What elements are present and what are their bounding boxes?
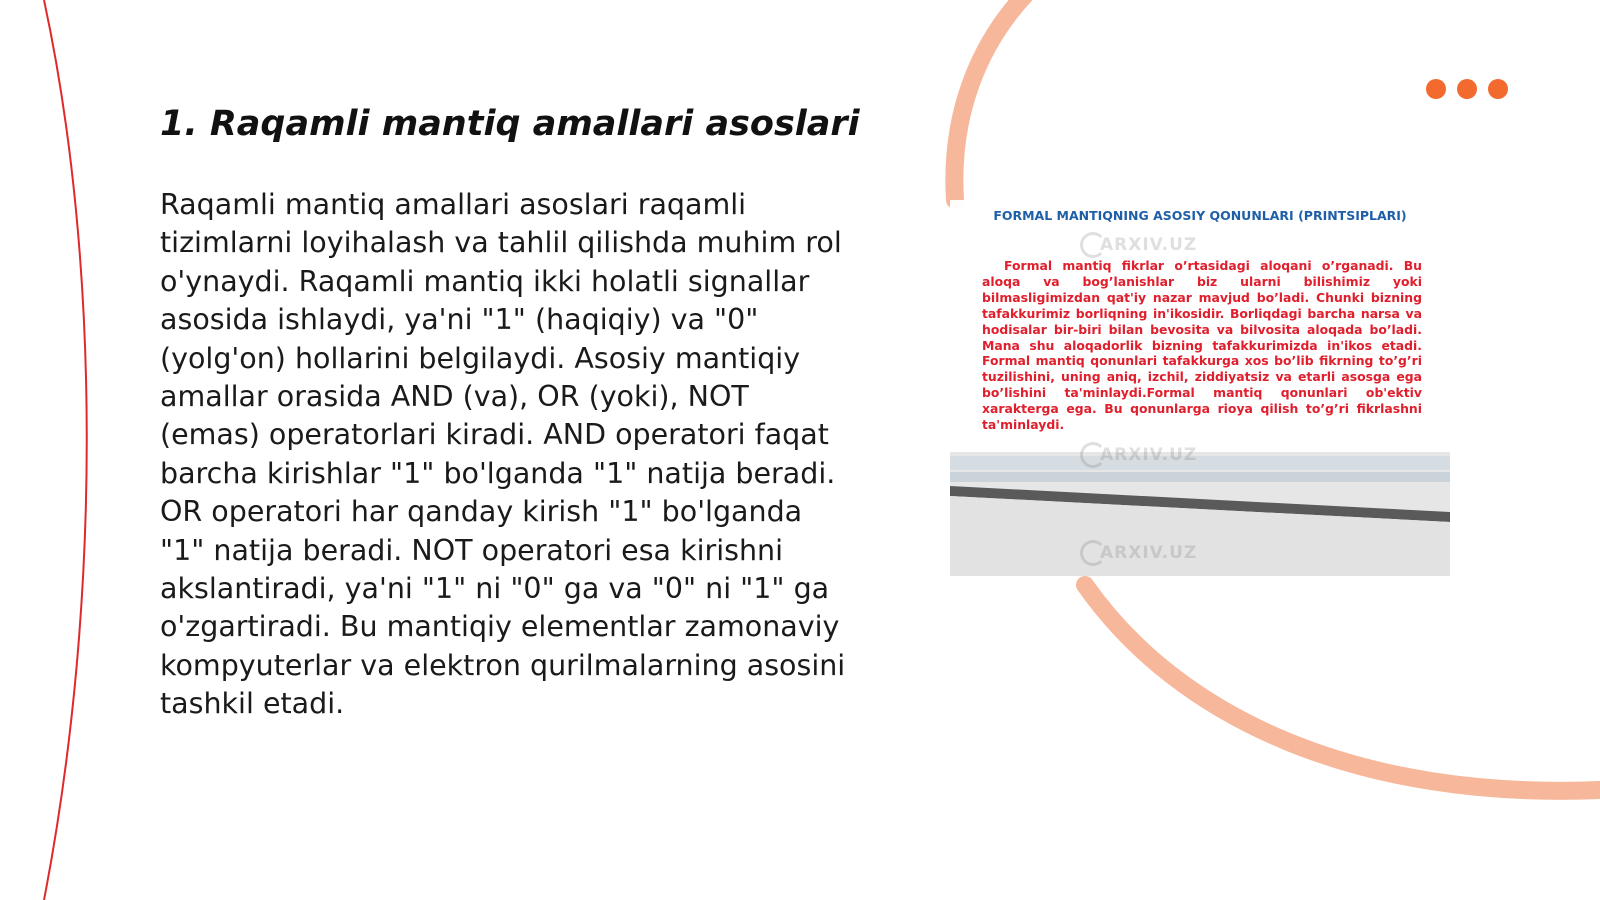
slide-title: 1. Raqamli mantiq amallari asoslari — [160, 104, 860, 144]
logo-watermark-icon: ARXIV.UZ — [1080, 232, 1197, 258]
document-page-edge — [950, 452, 1450, 576]
document-heading: FORMAL MANTIQNING ASOSIY QONUNLARI (PRINTSIPLARI) — [993, 208, 1407, 223]
orange-arc — [954, 0, 1040, 200]
document-image — [950, 200, 1450, 576]
logo-watermark-icon: ARXIV.UZ — [1080, 442, 1197, 468]
logo-watermark-icon: ARXIV.UZ — [1080, 540, 1197, 566]
dot-icon — [1426, 79, 1446, 99]
dot-icon — [1457, 79, 1477, 99]
orange-arc-lower — [1085, 585, 1600, 791]
dot-icon — [1488, 79, 1508, 99]
document-text-area — [950, 200, 1450, 460]
left-red-curve — [44, 0, 87, 900]
dots-menu-icon — [1426, 79, 1508, 99]
slide-body-text: Raqamli mantiq amallari asoslari raqamli tizimlarni loyihalash va tahlil qilishda muhim rol o'ynaydi. Raqamli mantiq ikki holatli signallar asosida ishlaydi, ya'ni "1" (haqiqiy) va "0" (yolg'on) hollarini belgilaydi. Asosiy mantiqiy amallar orasida AND (va), OR (yoki), NOT (emas) operatorlari kiradi. AND operatori faqat barcha kirishlar "1" bo'lganda "1" natija beradi. OR operatori har qanday kirish "1" bo'lganda "1" natija beradi. NOT operatori esa kirishni akslantiradi, ya'ni "1" ni "0" ga va "0" ni "1" ga o'zgartiradi. Bu mantiqiy elementlar zamonaviy kompyuterlar va elektron qurilmalarning asosini tashkil etadi. — [160, 188, 846, 721]
document-paragraph: Formal mantiq fikrlar o’rtasidagi aloqani o’rganadi. Bu aloqa va bog’lanishlar biz ularni bilishimiz yoki bilmasligimizdan qat'iy nazar mavjud bo’ladi. Chunki bizning tafakkurimiz borliqning in'ikosidir. Borliqdagi barcha narsa va hodisalar bir-biri bilan bevosita va bilvosita aloqada bo’ladi. Mana shu aloqadorlik bizning tafakkurimizda in'ikos etadi. Formal mantiq qonunlari tafakkurga xos bo’lib fikrning to’g’ri tuzilishini, uning aniq, izchil, ziddiyatsiz va etarli asosga ega bo’lishini ta'minlaydi.Formal mantiq qonunlari ob'ektiv xarakterga ega. Bu qonunlarga rioya qilish to’g’ri fikrlashni ta'minlaydi. — [982, 258, 1422, 433]
